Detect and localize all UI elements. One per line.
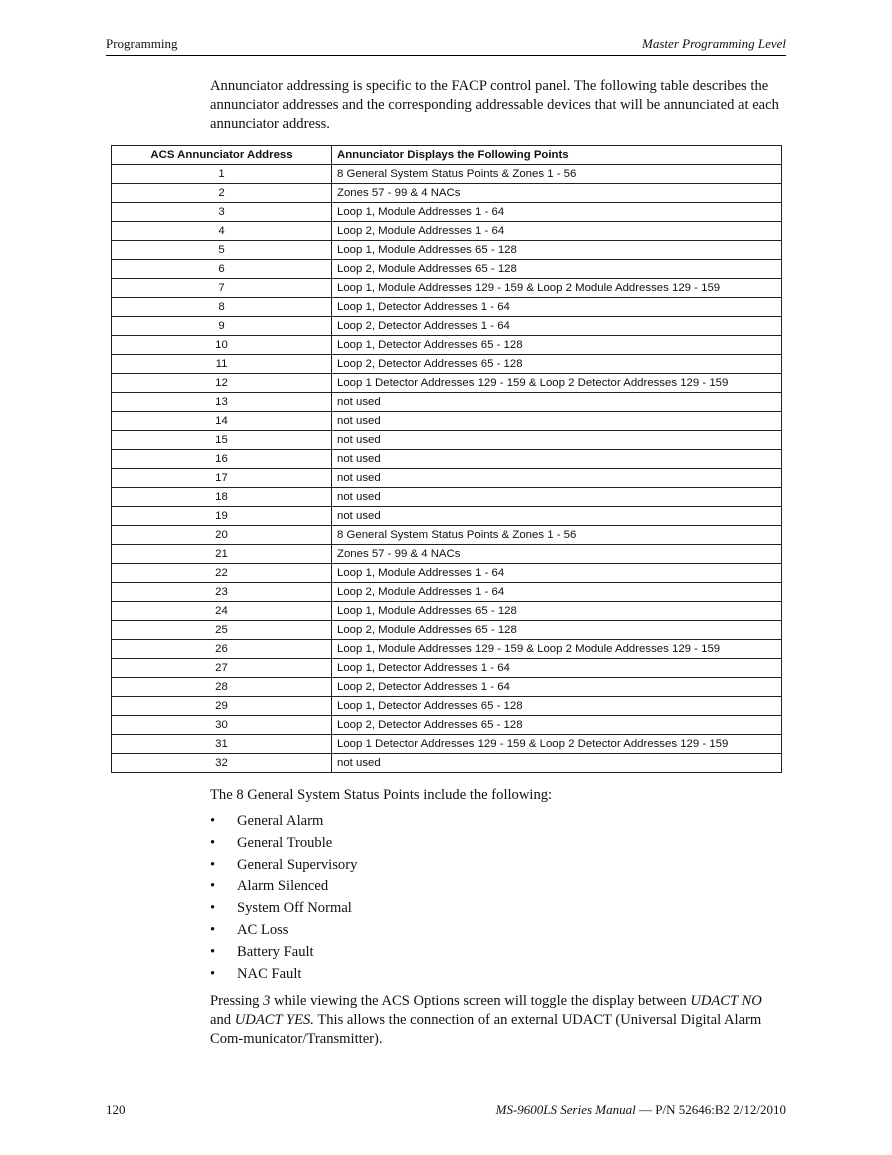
address-cell: 4 (112, 222, 332, 241)
points-cell: Loop 2, Detector Addresses 65 - 128 (332, 355, 782, 374)
points-cell: Loop 1, Detector Addresses 65 - 128 (332, 336, 782, 355)
address-cell: 10 (112, 336, 332, 355)
points-cell: Loop 2, Detector Addresses 1 - 64 (332, 678, 782, 697)
table-row (112, 241, 782, 260)
address-cell: 2 (112, 184, 332, 203)
list-item (210, 921, 357, 943)
table-row (112, 279, 782, 298)
page-number: 120 (106, 1102, 126, 1117)
points-cell: Loop 1, Detector Addresses 65 - 128 (332, 697, 782, 716)
points-cell: Loop 1, Module Addresses 65 - 128 (332, 602, 782, 621)
points-cell: not used (332, 754, 782, 773)
points-cell: Loop 2, Module Addresses 65 - 128 (332, 621, 782, 640)
table-row (112, 621, 782, 640)
address-cell: 22 (112, 564, 332, 583)
points-cell: 8 General System Status Points & Zones 1 - 56 (332, 526, 782, 545)
list-item (210, 812, 357, 834)
table-row (112, 735, 782, 754)
table-row (112, 431, 782, 450)
status-points-list (210, 812, 357, 986)
points-cell: Loop 1, Module Addresses 1 - 64 (332, 564, 782, 583)
address-cell: 30 (112, 716, 332, 735)
footer-manual-title: MS-9600LS Series Manual (495, 1102, 636, 1117)
address-cell: 19 (112, 507, 332, 526)
bullet-icon: • (210, 943, 216, 960)
points-cell: not used (332, 469, 782, 488)
table-row (112, 678, 782, 697)
points-cell: Loop 1, Module Addresses 1 - 64 (332, 203, 782, 222)
points-cell: Loop 2, Module Addresses 65 - 128 (332, 260, 782, 279)
status-point-label: General Alarm (237, 813, 324, 829)
outro-option-yes: UDACT YES. (234, 1012, 314, 1028)
points-cell: not used (332, 412, 782, 431)
list-item (210, 834, 357, 856)
table-row (112, 203, 782, 222)
points-cell: 8 General System Status Points & Zones 1 - 56 (332, 165, 782, 184)
address-cell: 12 (112, 374, 332, 393)
address-cell: 29 (112, 697, 332, 716)
table-header-row (112, 146, 782, 165)
table-row (112, 165, 782, 184)
column-header-points: Annunciator Displays the Following Points (332, 146, 782, 165)
points-cell: Loop 1, Detector Addresses 1 - 64 (332, 298, 782, 317)
table-row (112, 393, 782, 412)
table-row (112, 507, 782, 526)
list-item (210, 965, 357, 987)
points-cell: Loop 1 Detector Addresses 129 - 159 & Loop 2 Detector Addresses 129 - 159 (332, 374, 782, 393)
table-row (112, 298, 782, 317)
status-point-label: General Supervisory (237, 856, 358, 873)
outro-option-no: UDACT NO (690, 993, 762, 1009)
table-row (112, 716, 782, 735)
table-row (112, 583, 782, 602)
outro-text-3: and (210, 1012, 235, 1028)
points-cell: Loop 2, Detector Addresses 65 - 128 (332, 716, 782, 735)
address-cell: 17 (112, 469, 332, 488)
outro-key: 3 (263, 993, 271, 1009)
bullet-icon: • (210, 878, 216, 895)
table-row (112, 659, 782, 678)
table-row (112, 469, 782, 488)
bullet-icon: • (210, 813, 216, 829)
status-point-label: Battery Fault (237, 943, 314, 960)
address-cell: 18 (112, 488, 332, 507)
outro-text-2: while viewing the ACS Options screen will toggle the display between (270, 993, 691, 1009)
points-cell: not used (332, 488, 782, 507)
address-cell: 6 (112, 260, 332, 279)
address-cell: 28 (112, 678, 332, 697)
address-cell: 9 (112, 317, 332, 336)
table-row (112, 488, 782, 507)
address-cell: 3 (112, 203, 332, 222)
status-point-label: Alarm Silenced (237, 878, 329, 895)
outro-text-1: Pressing (210, 993, 264, 1009)
table-row (112, 222, 782, 241)
status-point-label: NAC Fault (237, 965, 302, 982)
bullet-icon: • (210, 856, 216, 873)
list-item (210, 856, 357, 878)
address-cell: 25 (112, 621, 332, 640)
address-cell: 14 (112, 412, 332, 431)
table-row (112, 754, 782, 773)
address-cell: 27 (112, 659, 332, 678)
points-cell: not used (332, 393, 782, 412)
address-cell: 8 (112, 298, 332, 317)
address-cell: 1 (112, 165, 332, 184)
address-cell: 11 (112, 355, 332, 374)
status-point-label: AC Loss (237, 921, 289, 938)
points-cell: Loop 2, Detector Addresses 1 - 64 (332, 317, 782, 336)
table-row (112, 336, 782, 355)
address-cell: 31 (112, 735, 332, 754)
table-row (112, 412, 782, 431)
table-row (112, 450, 782, 469)
address-cell: 16 (112, 450, 332, 469)
address-cell: 5 (112, 241, 332, 260)
footer-part-number: — P/N 52646:B2 2/12/2010 (635, 1102, 786, 1117)
points-cell: not used (332, 450, 782, 469)
status-points-lead: The 8 General System Status Points include the following: (210, 787, 553, 803)
points-cell: Loop 2, Module Addresses 1 - 64 (332, 583, 782, 602)
table-row (112, 355, 782, 374)
table-row (112, 260, 782, 279)
list-item (210, 877, 357, 899)
outro-text-4: This allows the connection of an external UDACT (Universal Digital Alarm Com-municator/Transmitter). (210, 1012, 762, 1047)
address-cell: 13 (112, 393, 332, 412)
address-cell: 7 (112, 279, 332, 298)
points-cell: Loop 1, Module Addresses 129 - 159 & Loop 2 Module Addresses 129 - 159 (332, 640, 782, 659)
address-cell: 15 (112, 431, 332, 450)
table-row (112, 317, 782, 336)
running-header-section: Programming (106, 36, 178, 51)
points-cell: Loop 2, Module Addresses 1 - 64 (332, 222, 782, 241)
status-point-label: System Off Normal (237, 900, 352, 917)
table-row (112, 640, 782, 659)
table-row (112, 526, 782, 545)
table-row (112, 602, 782, 621)
footer-manual-info (496, 1102, 786, 1118)
table-body (112, 165, 782, 773)
address-cell: 24 (112, 602, 332, 621)
points-cell: Loop 1 Detector Addresses 129 - 159 & Loop 2 Detector Addresses 129 - 159 (332, 735, 782, 754)
list-item (210, 899, 357, 921)
points-cell: Zones 57 - 99 & 4 NACs (332, 184, 782, 203)
address-cell: 26 (112, 640, 332, 659)
points-cell: Loop 1, Module Addresses 65 - 128 (332, 241, 782, 260)
list-item (210, 943, 357, 965)
points-cell: not used (332, 431, 782, 450)
table-row (112, 184, 782, 203)
address-cell: 32 (112, 754, 332, 773)
table-row (112, 545, 782, 564)
intro-paragraph: Annunciator addressing is specific to the FACP control panel. The following table describes the annunciator addresses and the corresponding addressable devices that will be annunciated at each annunciator address. (210, 78, 779, 132)
points-cell: Loop 1, Module Addresses 129 - 159 & Loop 2 Module Addresses 129 - 159 (332, 279, 782, 298)
status-point-label: General Trouble (237, 834, 333, 851)
points-cell: Loop 1, Detector Addresses 1 - 64 (332, 659, 782, 678)
bullet-icon: • (210, 921, 216, 938)
points-cell: not used (332, 507, 782, 526)
address-cell: 20 (112, 526, 332, 545)
header-rule (106, 55, 786, 56)
table-row (112, 697, 782, 716)
column-header-address: ACS Annunciator Address (112, 146, 332, 165)
bullet-icon: • (210, 834, 216, 851)
table-row (112, 374, 782, 393)
bullet-icon: • (210, 965, 216, 982)
outro-paragraph (210, 992, 785, 1049)
points-cell: Zones 57 - 99 & 4 NACs (332, 545, 782, 564)
address-cell: 23 (112, 583, 332, 602)
running-header-title: Master Programming Level (642, 36, 786, 51)
table-row (112, 564, 782, 583)
acs-address-table (111, 145, 782, 773)
address-cell: 21 (112, 545, 332, 564)
bullet-icon: • (210, 900, 216, 917)
